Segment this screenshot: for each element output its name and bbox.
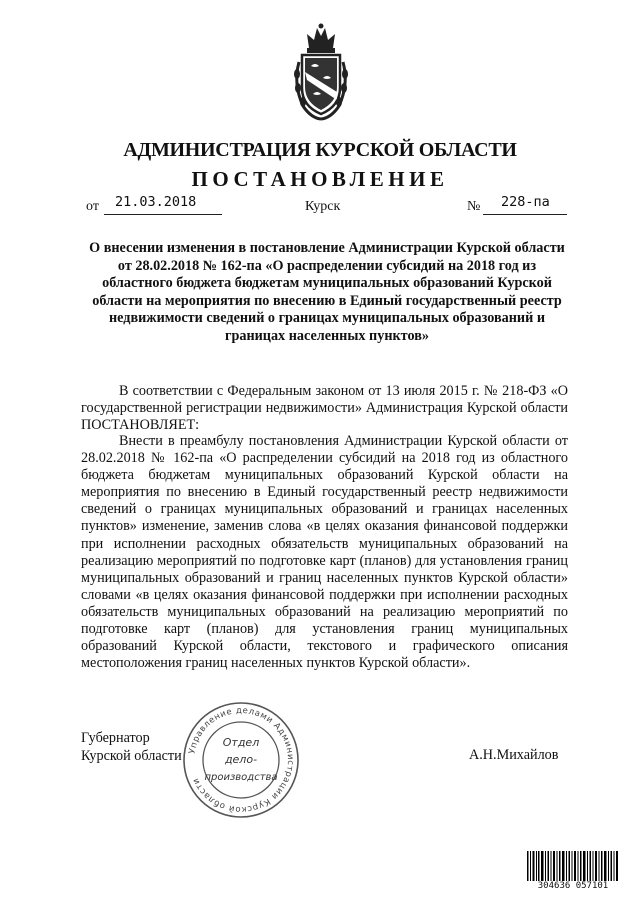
barcode-number: 304636 057101	[527, 881, 619, 892]
document-subject: О внесении изменения в постановление Администрации Курской области от 28.02.2018 № 162-па «О распределении субсидий на 2018 год из областного бюджета бюджетам муниципальных образований Курской области на мероприятия по внесению в Единый государственный реестр недвижимости сведений о границах муниципальных образований и границах населенных пунктов»	[89, 240, 565, 344]
document-number: 228-па	[501, 194, 550, 210]
date-prefix: от	[86, 199, 99, 214]
signatory-name: А.Н.Михайлов	[469, 747, 559, 763]
stamp-ring-text: Управление делами Администрации Курской области	[187, 705, 296, 815]
organization-title: АДМИНИСТРАЦИЯ КУРСКОЙ ОБЛАСТИ	[123, 139, 517, 161]
signatory-title-line-1: Губернатор	[81, 730, 150, 746]
city-name: Курск	[305, 199, 341, 214]
office-stamp	[181, 700, 301, 820]
body-paragraph-1: В соответствии с Федеральным законом от 13 июля 2015 г. № 218-ФЗ «О государственной регистрации недвижимости» Администрация Курской области ПОСТАНОВЛЯЕТ:	[81, 383, 568, 434]
signatory-title-line-2: Курской области	[81, 747, 182, 764]
date-underline	[104, 214, 222, 215]
body-paragraph-2: Внести в преамбулу постановления Администрации Курской области от 28.02.2018 № 162-па «О распределении субсидий на 2018 год из областного бюджета бюджетам муниципальных образований Курской области на мероприятия по внесению в Единый государственный реестр недвижимости сведений о границах муниципальных образований и границах населенных пунктов» изменение, заменив слова «в целях оказания финансовой поддержки при исполнении расходных обязательств муниципальных образований на реализацию мероприятий по подготовке карт (планов) для установления границ муниципальных образований и границ населенных пунктов Курской области» словами «в целях оказания финансовой поддержки при исполнении расходных обязательств муниципальных образований на реализацию мероприятий по подготовке карт (планов) для установления границ муниципальных образований Курской области, текстового и графического описания местоположения границ населенных пунктов Курской области».	[81, 433, 568, 672]
stamp-center-line-3: производства	[204, 772, 278, 783]
stamp-center-line-2: дело-	[224, 753, 258, 766]
number-underline	[483, 214, 567, 215]
number-prefix: №	[467, 199, 481, 214]
signatory-title	[81, 730, 182, 765]
coat-of-arms-emblem	[289, 22, 353, 122]
document-date: 21.03.2018	[115, 194, 197, 210]
stamp-center-line-1: Отдел	[222, 736, 260, 749]
document-type-title: ПОСТАНОВЛЕНИЕ	[191, 167, 449, 191]
